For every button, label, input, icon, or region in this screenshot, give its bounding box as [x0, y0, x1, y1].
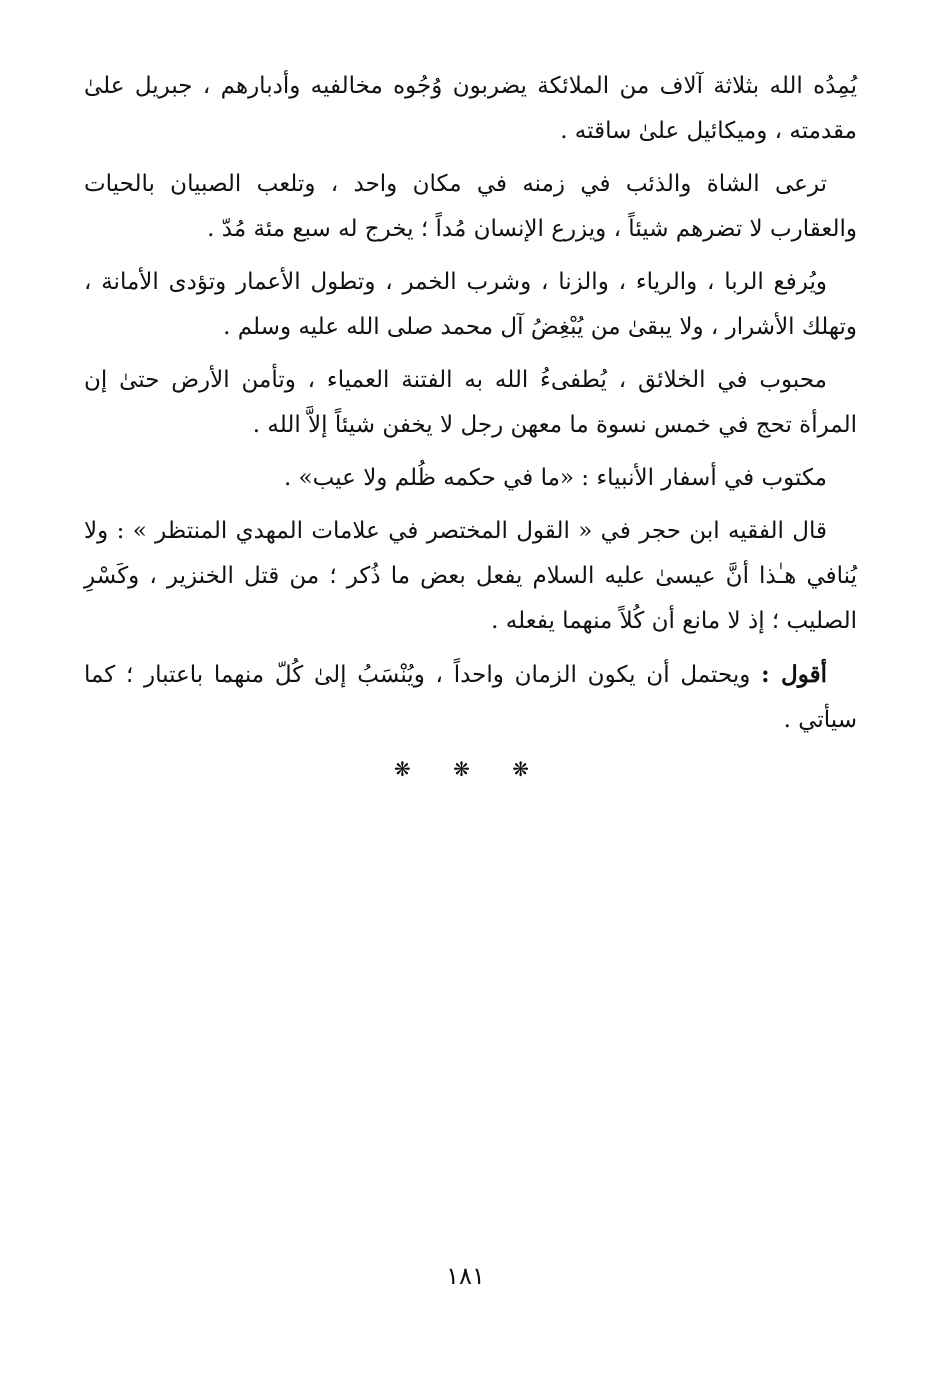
- paragraph-2: [84, 162, 857, 252]
- paragraph-text: قال الفقيه ابن حجر في « القول المختصر في علامات المهدي المنتظر » : ولا يُنافي هـٰذا أنَّ عيسىٰ عليه السلام يفعل بعض ما ذُكر ؛ من قتل الخنزير ، وكَسْرِ الصليب ؛ إذ لا مانع أن كُلاً منهما يفعله .: [84, 518, 857, 634]
- paragraph-7: [84, 652, 857, 743]
- paragraph-text: ويحتمل أن يكون الزمان واحداً ، ويُنْسَبُ إلىٰ كُلّ منهما باعتبار ؛ كما سيأتي .: [84, 662, 857, 733]
- paragraph-text: ترعى الشاة والذئب في زمنه في مكان واحد ، وتلعب الصبيان بالحيات والعقارب لا تضرهم شيئاً ، ويزرع الإنسان مُداً ؛ يخرج له سبع مئة مُدّ .: [84, 171, 857, 242]
- paragraph-text: يُمِدُه الله بثلاثة آلاف من الملائكة يضربون وُجُوه مخالفيه وأدبارهم ، جبريل علىٰ مقدمته ، وميكائيل علىٰ ساقته .: [84, 73, 857, 144]
- paragraph-text: ويُرفع الربا ، والرياء ، والزنا ، وشرب الخمر ، وتطول الأعمار وتؤدى الأمانة ، وتهلك الأشرار ، ولا يبقىٰ من يُبْغِضُ آل محمد صلى الله عليه وسلم .: [84, 269, 857, 340]
- paragraph-1: [84, 64, 857, 154]
- paragraph-lead-word: أقول :: [761, 661, 828, 688]
- paragraph-text: محبوب في الخلائق ، يُطفىءُ الله به الفتنة العمياء ، وتأمن الأرض حتىٰ إن المرأة تحج في خمس نسوة ما معهن رجل لا يخفن شيئاً إلاَّ الله .: [84, 367, 857, 438]
- paragraph-5: [84, 456, 857, 501]
- section-separator-asterisks: ❋ ❋ ❋: [394, 757, 547, 781]
- paragraph-6: [84, 509, 857, 644]
- page-number: ١٨١: [446, 1262, 485, 1290]
- paragraph-text: مكتوب في أسفار الأنبياء : «ما في حكمه ظُلم ولا عيب» .: [283, 465, 827, 491]
- page-body: [84, 64, 857, 781]
- paragraph-4: [84, 358, 857, 448]
- paragraph-3: [84, 260, 857, 350]
